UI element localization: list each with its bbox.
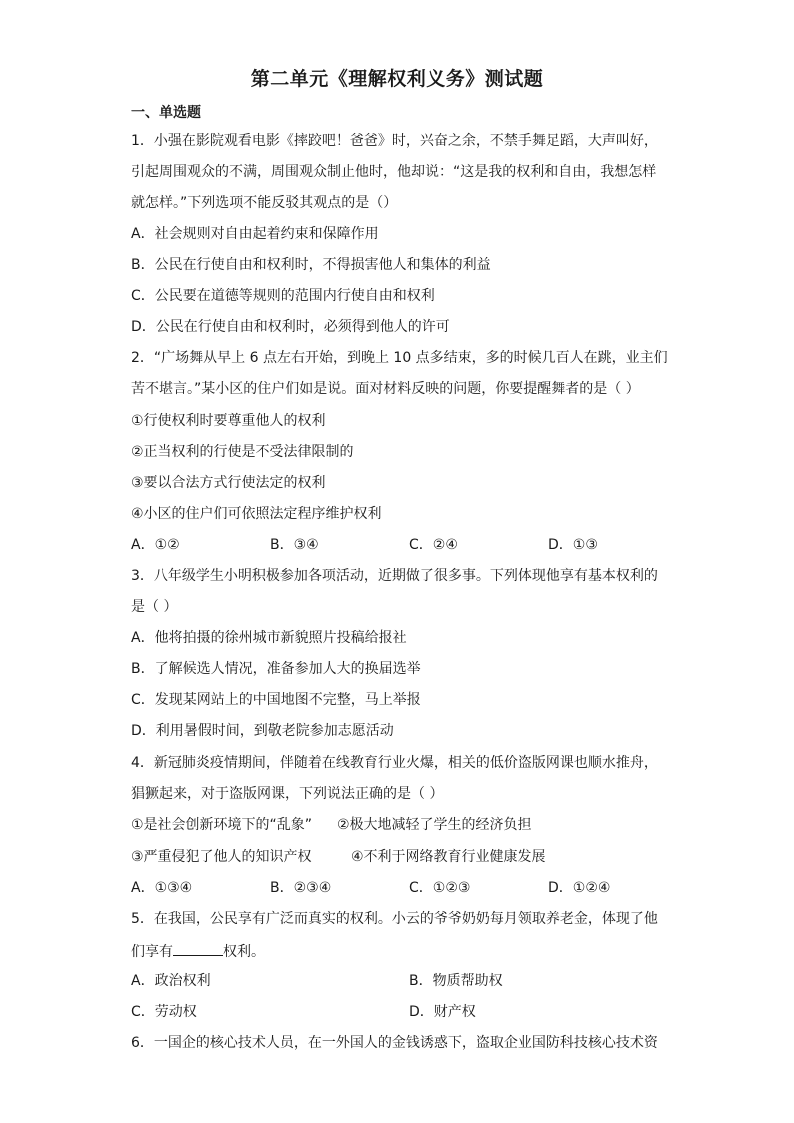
q1-stem-line1: 1．小强在影院观看电影《摔跤吧！爸爸》时，兴奋之余，不禁手舞足蹈，大声叫好，	[131, 133, 658, 149]
q4-option-b: B．②③④	[270, 880, 332, 896]
q2-statement-4: ④小区的住户们可依照法定程序维护权利	[131, 506, 382, 522]
q4-option-c: C．①②③	[409, 880, 471, 896]
q2-statement-3: ③要以合法方式行使法定的权利	[131, 475, 326, 491]
q2-statement-1: ①行使权利时要尊重他人的权利	[131, 413, 326, 429]
q2-stem-line1: 2．“广场舞从早上 6 点左右开始，到晚上 10 点多结束，多的时候几百人在跳，业主们	[131, 350, 668, 366]
q1-option-a: A．社会规则对自由起着约束和保障作用	[131, 226, 379, 242]
q6-stem-line1: 6．一国企的核心技术人员，在一外国人的金钱诱惑下，盗取企业国防科技核心技术资	[131, 1035, 658, 1051]
q2-stem-line2: 苦不堪言。”某小区的住户们如是说。面对材料反映的问题，你要提醒舞者的是（ ）	[131, 381, 640, 397]
q2-option-a: A．①②	[131, 537, 180, 553]
q5-stem-line1: 5．在我国，公民享有广泛而真实的权利。小云的爷爷奶奶每月领取养老金，体现了他	[131, 911, 658, 927]
q1-option-d: D．公民在行使自由和权利时，必须得到他人的许可	[131, 319, 450, 335]
q4-statement-2: ②极大地减轻了学生的经济负担	[337, 817, 532, 833]
q2-option-b: B．③④	[270, 537, 319, 553]
q5-stem-text-after-blank: 权利。	[223, 944, 265, 960]
section-heading: 一、单选题	[131, 105, 201, 121]
q5-option-c: C．劳动权	[131, 1004, 197, 1020]
q4-option-a: A．①③④	[131, 880, 193, 896]
q1-option-c: C．公民要在道德等规则的范围内行使自由和权利	[131, 288, 435, 304]
q4-stem-line1: 4．新冠肺炎疫情期间，伴随着在线教育行业火爆，相关的低价盗版网课也顺水推舟，	[131, 755, 658, 771]
q5-stem-line2	[131, 941, 265, 961]
q3-option-d: D．利用暑假时间，到敬老院参加志愿活动	[131, 723, 394, 739]
q4-statement-3: ③严重侵犯了他人的知识产权	[131, 849, 312, 865]
q3-option-b: B．了解候选人情况，准备参加人大的换届选举	[131, 661, 421, 677]
answer-blank	[173, 941, 223, 956]
q2-option-d: D．①③	[548, 537, 598, 553]
q5-stem-text-before-blank: 们享有	[131, 944, 173, 960]
q1-stem-line2: 引起周围观众的不满，周围观众制止他时，他却说：“这是我的权利和自由，我想怎样	[131, 164, 657, 180]
q1-option-b: B．公民在行使自由和权利时，不得损害他人和集体的利益	[131, 257, 491, 273]
page-title: 第二单元《理解权利义务》测试题	[250, 68, 544, 90]
q5-option-a: A．政治权利	[131, 973, 211, 989]
q4-statement-1: ①是社会创新环境下的“乱象”	[131, 817, 313, 833]
q3-stem-line2: 是（ ）	[131, 599, 178, 615]
q4-stem-line2: 猖獗起来，对于盗版网课，下列说法正确的是（ ）	[131, 786, 444, 802]
q4-option-d: D．①②④	[548, 880, 611, 896]
q1-stem-line3: 就怎样。”下列选项不能反驳其观点的是（）	[131, 195, 398, 211]
q2-statement-2: ②正当权利的行使是不受法律限制的	[131, 444, 354, 460]
q3-option-a: A．他将拍摄的徐州城市新貌照片投稿给报社	[131, 630, 407, 646]
q5-option-d: D．财产权	[409, 1004, 476, 1020]
q2-option-c: C．②④	[409, 537, 458, 553]
q3-option-c: C．发现某网站上的中国地图不完整，马上举报	[131, 692, 421, 708]
q5-option-b: B．物质帮助权	[409, 973, 503, 989]
q3-stem-line1: 3．八年级学生小明积极参加各项活动，近期做了很多事。下列体现他享有基本权利的	[131, 568, 658, 584]
q4-statement-4: ④不利于网络教育行业健康发展	[351, 849, 546, 865]
